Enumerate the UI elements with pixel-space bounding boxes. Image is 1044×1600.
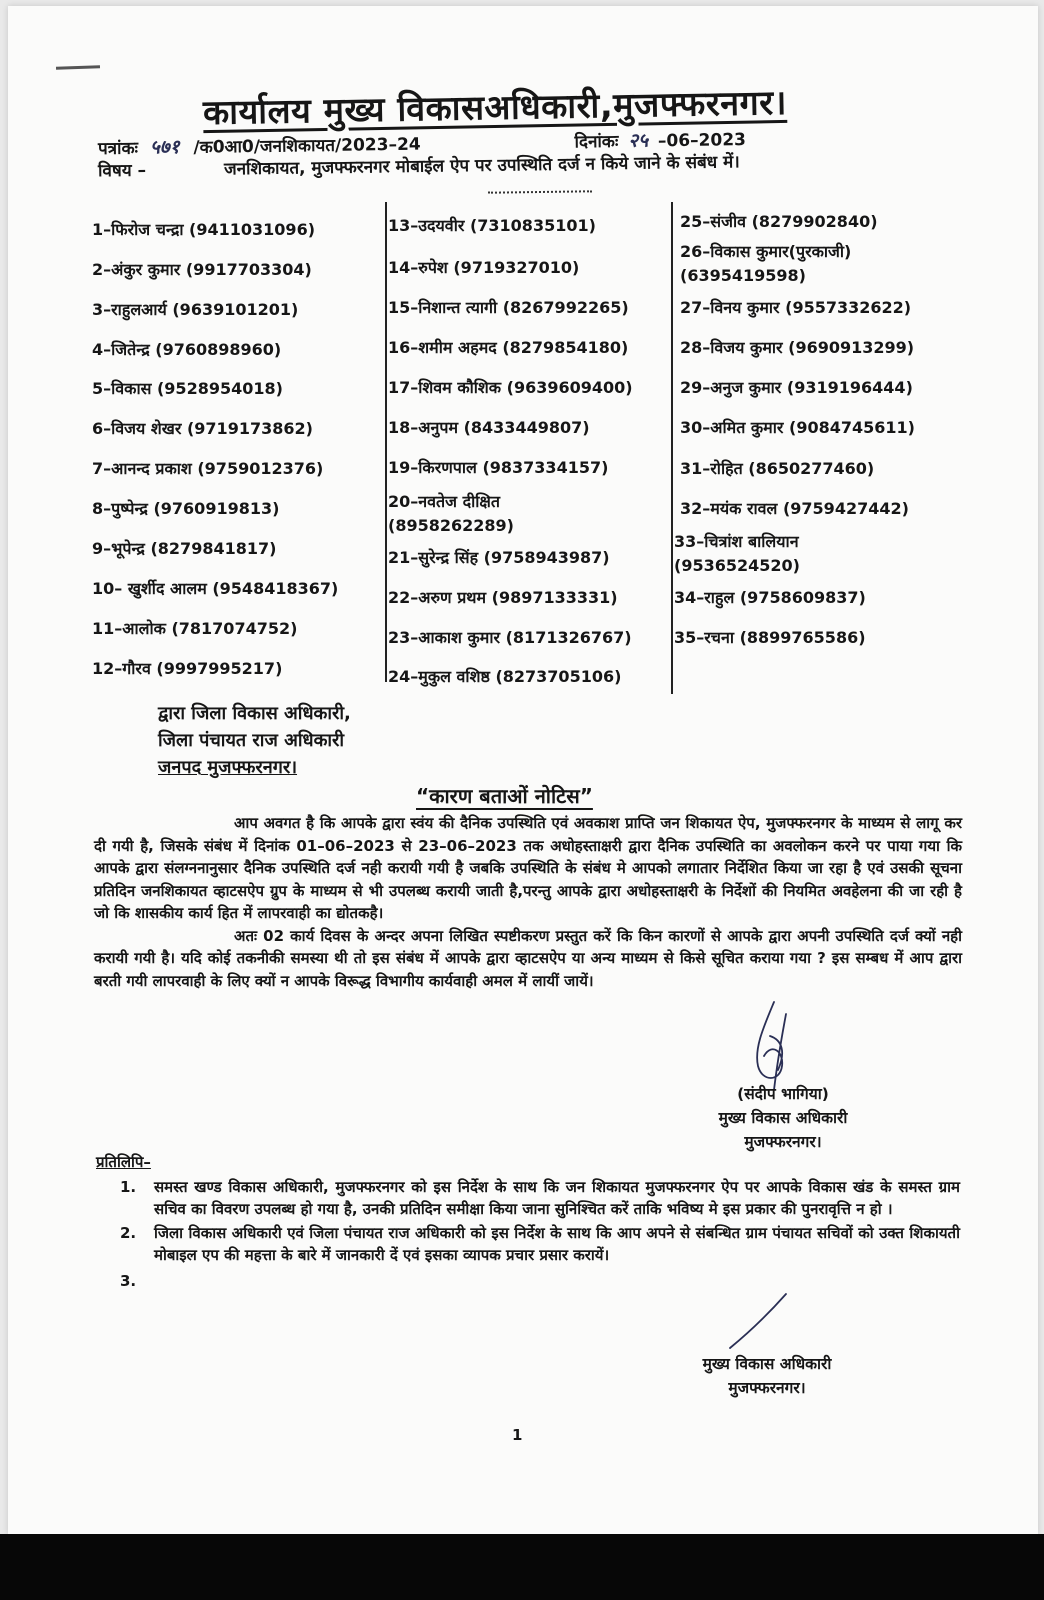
recipient-item: 20–नवतेज दीक्षित (8958262289) — [388, 492, 514, 535]
recipient-item: 4–जितेन्द्र (9760898960) — [92, 340, 282, 359]
recipient-item: 8–पुष्पेन्द्र (9760919813) — [92, 499, 280, 518]
bottom-dark-band — [0, 1534, 1044, 1600]
recipient-item: 33–चित्रांश बालियान (9536524520) — [674, 532, 800, 575]
recipient-item: 5–विकास (9528954018) — [92, 379, 283, 398]
recipient-item: 19–किरणपाल (9837334157) — [388, 458, 609, 477]
initial-stroke — [724, 1290, 794, 1352]
recipient-item: 11–आलोक (7817074752) — [92, 619, 298, 638]
recipient-item: 6–विजय शेखर (9719173862) — [92, 419, 313, 438]
recipient-item: 31–रोहित (8650277460) — [680, 459, 875, 478]
date-rest: –06–2023 — [657, 130, 747, 152]
recipient-item: 22–अरुण प्रथम (9897133331) — [388, 588, 618, 607]
recipient-item: 26–विकास कुमार(पुरकाजी) (6395419598) — [680, 242, 852, 285]
recipient-item: 16–शमीम अहमद (8279854180) — [388, 338, 629, 357]
through-address — [158, 700, 351, 781]
recipient-item: 23–आकाश कुमार (8171326767) — [388, 628, 632, 647]
copy-item-number: 1. — [120, 1178, 137, 1196]
subject-underline — [488, 190, 592, 193]
copy-list — [120, 1176, 960, 1290]
ref-number-handwritten: ५७१ — [149, 136, 180, 159]
office-title: कार्यालय मुख्य विकासअधिकारी,मुजफ्फरनगर। — [202, 82, 788, 134]
ref-rest: /क0आ0/जनशिकायत/2023–24 — [193, 134, 421, 158]
ref-label: पत्रांकः — [97, 138, 139, 160]
recipient-item: 27–विनय कुमार (9557332622) — [680, 298, 912, 317]
recipient-item: 7–आनन्द प्रकाश (9759012376) — [92, 459, 324, 478]
copy-item-text: जिला विकास अधिकारी एवं जिला पंचायत राज अधिकारी को इस निर्देश के साथ कि आप अपने से संबन्धित ग्राम पंचायत सचिवों को उक्त शिकायती मोबाइल एप की महत्ता के बारे में जानकारी दें एवं इसका व्यापक प्रचार प्रसार करायें। — [154, 1224, 960, 1264]
recipient-item: 14–रुपेश (9719327010) — [388, 258, 580, 277]
recipient-item: 17–शिवम कौशिक (9639609400) — [388, 378, 633, 397]
recipient-item: 3–राहुलआर्य (9639101201) — [92, 300, 299, 319]
signature-scribble — [734, 996, 814, 1096]
subject-text: जनशिकायत, मुजफ्फरनगर मोबाईल ऐप पर उपस्थिति दर्ज न किये जाने के संबंध में। — [223, 152, 740, 180]
signatory-name: (संदीप भागिया) — [737, 1085, 829, 1103]
recipient-item: 24–मुकुल वशिष्ठ (8273705106) — [388, 667, 622, 686]
recipient-item: 29–अनुज कुमार (9319196444) — [680, 378, 913, 397]
recipient-item: 34–राहुल (9758609837) — [674, 588, 866, 607]
subject-label: विषय – — [97, 160, 147, 182]
recipient-item: 13–उदयवीर (7310835101) — [388, 216, 596, 235]
copy-item-number: 3. — [120, 1272, 137, 1290]
signatory-designation: मुख्य विकास अधिकारी — [702, 1355, 832, 1373]
notice-body — [94, 812, 962, 992]
copy-label: प्रतिलिपि– — [96, 1153, 151, 1171]
column-separator — [385, 202, 387, 682]
recipient-item: 35–रचना (8899765586) — [674, 628, 866, 647]
date-day-handwritten: २५ — [628, 129, 649, 152]
recipient-item: 10– खुर्शीद आलम (9548418367) — [92, 579, 339, 598]
copy-item-text: समस्त खण्ड विकास अधिकारी, मुजफ्फरनगर को इस निर्देश के साथ कि जन शिकायत मुजफ्फरनगर ऐप पर आपके विकास खंड के समस्त ग्राम सचिव का विवरण उपलब्ध हो गया है, उनकी प्रतिदिन समीक्षा किया जाना सुनिश्चित करें ताकि भविष्य मे इस प्रकार की पुनरावृत्ति न हो । — [154, 1178, 960, 1218]
notice-paragraph-1: आप अवगत है कि आपके द्वारा स्वंय की दैनिक उपस्थिति एवं अवकाश प्राप्ति जन शिकायत ऐप, मुजफ्फरनगर के माध्यम से लागू कर दी गयी है, जिसके संबंध में दिनांक 01–06–2023 से 23–06–2023 तक अधोहस्ताक्षरी द्वारा दैनिक उपस्थिति का अवलोकन करने पर पाया गया कि आपके द्वारा संलग्ननानुसार दैनिक उपस्थिति दर्ज नही करायी गयी है जबकि उपस्थिति के संबंध मे आपको लगातार निर्देशित किया जा रहा है एवं उसकी सूचना प्रतिदिन जनशिकायत व्हाटसऐप ग्रुप के माध्यम से भी उपलब्ध करायी जाती है,परन्तु आपके द्वारा अधोहस्ताक्षरी के निर्देशों की नियमित अवहेलना की जा रही है जो कि शासकीय कार्य हित में लापरवाही का द्योतकहै। — [94, 814, 962, 922]
page-number: 1 — [512, 1426, 523, 1444]
recipient-item: 21–सुरेन्द्र सिंह (9758943987) — [388, 548, 610, 567]
through-line-2: जिला पंचायत राज अधिकारी — [158, 730, 345, 751]
through-line-3: जनपद मुजफ्फरनगर। — [158, 757, 298, 778]
margin-dash-mark — [56, 65, 100, 70]
recipient-item: 30–अमित कुमार (9084745611) — [680, 418, 915, 437]
signatory-place: मुजफ्फरनगर। — [728, 1379, 806, 1397]
notice-paragraph-2: अतः 02 कार्य दिवस के अन्दर अपना लिखित स्पष्टीकरण प्रस्तुत करें कि किन कारणों से आपके द्वारा अपनी उपस्थिति दर्ज क्यों नही करायी गयी है। यदि कोई तकनीकी समस्या थी तो इस संबंध में आपके द्वारा व्हाटसऐप या अन्य माध्यम से किसे सूचित कराया गया ? इस सम्बध में आप द्वारा बरती गयी लापरवाही के लिए क्यों न आपके विरूद्ध विभागीय कार्यवाही अमल में लायीं जायें। — [94, 926, 962, 990]
recipient-item: 28–विजय कुमार (9690913299) — [680, 338, 915, 357]
copy-item — [120, 1222, 960, 1266]
recipient-item: 25–संजीव (8279902840) — [680, 212, 878, 231]
recipient-item: 18–अनुपम (8433449807) — [388, 418, 590, 437]
through-line-1: द्वारा जिला विकास अधिकारी, — [158, 703, 351, 724]
recipient-item: 2–अंकुर कुमार (9917703304) — [92, 260, 312, 279]
recipient-item: 9–भूपेन्द्र (8279841817) — [92, 539, 277, 558]
copy-item — [120, 1176, 960, 1220]
recipient-item: 15–निशान्त त्यागी (8267992265) — [388, 298, 629, 317]
recipient-item: 32–मयंक रावल (9759427442) — [680, 499, 909, 518]
signatory-place: मुजफ्फरनगर। — [744, 1133, 822, 1151]
signature-block-1 — [698, 1082, 868, 1154]
letter-page — [8, 6, 1038, 1534]
signature-block-2 — [682, 1352, 852, 1400]
recipient-item: 1–फिरोज चन्द्रा (9411031096) — [92, 220, 316, 239]
date-label: दिनांकः — [574, 131, 619, 153]
recipient-item: 12–गौरव (9997995217) — [92, 659, 283, 678]
notice-title: “कारण बताओं नोटिस” — [416, 784, 593, 808]
signatory-designation: मुख्य विकास अधिकारी — [718, 1109, 848, 1127]
copy-item-number: 2. — [120, 1224, 137, 1242]
column-separator — [671, 202, 673, 694]
